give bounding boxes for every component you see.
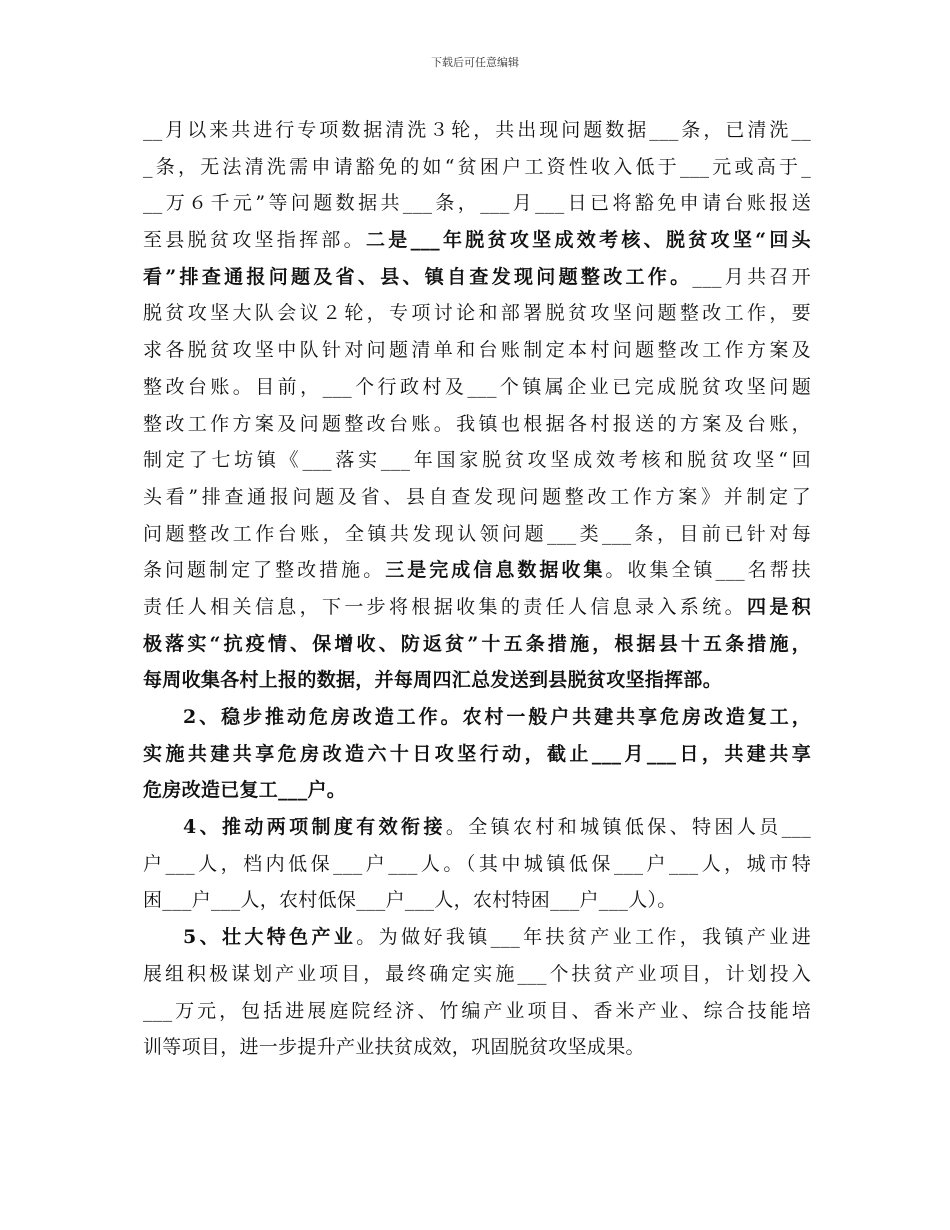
- text-line: [143, 369, 811, 406]
- text-segment: ___月共召开: [692, 265, 811, 288]
- text-line: [143, 406, 811, 443]
- text-segment: 头看”排查通报问题及省、县自查发现问题整改工作方案》并制定了: [143, 485, 811, 508]
- bold-text-segment: 三是完成信息数据收集: [385, 559, 606, 582]
- page-header: 下载后可任意编辑: [431, 56, 519, 69]
- document-body: [143, 112, 811, 1066]
- text-segment: 求各脱贫攻坚中队针对问题清单和台账制定本村问题整改工作方案及: [143, 339, 811, 362]
- text-line: [143, 846, 811, 883]
- text-line: [143, 332, 811, 369]
- text-segment: 至县脱贫攻坚指挥部。: [143, 229, 366, 252]
- text-line: [143, 222, 811, 259]
- text-line: [143, 993, 811, 1030]
- text-segment: 户___人，档内低保___户___人。（其中城镇低保___户___人，城市特: [143, 852, 811, 875]
- bold-text-segment: 5、壮大特色产业: [183, 926, 357, 949]
- text-segment: 展组积极谋划产业项目，最终确定实施___个扶贫产业项目，计划投入: [143, 962, 811, 985]
- text-line: [143, 479, 811, 516]
- text-line: [143, 772, 811, 809]
- bold-text-segment: 极落实“抗疫情、保增收、防返贫”十五条措施，根据县十五条措施，: [143, 632, 811, 655]
- text-line: [143, 149, 811, 186]
- text-segment: 整改工作方案及问题整改台账。我镇也根据各村报送的方案及台账，: [143, 412, 811, 435]
- text-segment: 脱贫攻坚大队会议２轮，专项讨论和部署脱贫攻坚问题整改工作，要: [143, 302, 811, 325]
- bold-text-segment: 二是___年脱贫攻坚成效考核、脱贫攻坚“回头: [365, 229, 811, 252]
- text-segment: __万６千元”等问题数据共___条，___月___日已将豁免申请台账报送: [143, 192, 811, 215]
- bold-text-segment: 危房改造已复工___户。: [143, 779, 347, 802]
- text-line: [143, 809, 811, 846]
- text-line: [143, 185, 811, 222]
- text-segment: 责任人相关信息，下一步将根据收集的责任人信息录入系统。: [143, 595, 747, 618]
- bold-text-segment: 实施共建共享危房改造六十日攻坚行动，截止___月___日，共建共享: [143, 742, 811, 765]
- text-segment: 。为做好我镇___年扶贫产业工作，我镇产业进: [356, 926, 811, 949]
- text-segment: 整改台账。目前，___个行政村及___个镇属企业已完成脱贫攻坚问题: [143, 375, 811, 398]
- text-segment: 制定了七坊镇《___落实___年国家脱贫攻坚成效考核和脱贫攻坚“回: [143, 449, 811, 472]
- text-line: [143, 956, 811, 993]
- text-line: [143, 699, 811, 736]
- text-line: [143, 259, 811, 296]
- text-segment: 。收集全镇___名帮扶: [605, 559, 811, 582]
- text-line: [143, 442, 811, 479]
- text-segment: _条，无法清洗需申请豁免的如“贫困户工资性收入低于___元或高于_: [143, 155, 811, 178]
- bold-text-segment: 2、稳步推动危房改造工作。农村一般户共建共享危房改造复工，: [183, 706, 811, 728]
- text-segment: 问题整改工作台账，全镇共发现认领问题___类___条，目前已针对每: [143, 522, 811, 545]
- text-line: [143, 516, 811, 553]
- text-line: [143, 1029, 811, 1066]
- text-line: [143, 736, 811, 773]
- text-segment: ___万元，包括进展庭院经济、竹编产业项目、香米产业、综合技能培: [143, 999, 811, 1022]
- text-line: [143, 626, 811, 663]
- text-segment: 训等项目，进一步提升产业扶贫成效，巩固脱贫攻坚成果。: [143, 1036, 645, 1059]
- text-line: [143, 882, 811, 919]
- text-line: [143, 112, 811, 149]
- text-line: [143, 919, 811, 956]
- text-segment: __月以来共进行专项数据清洗３轮，共出现问题数据___条，已清洗__: [143, 119, 811, 141]
- text-line: [143, 552, 811, 589]
- text-line: [143, 589, 811, 626]
- text-line: [143, 662, 811, 699]
- bold-text-segment: 四是积: [746, 595, 811, 618]
- text-segment: 困___户___人，农村低保___户___人，农村特困___户___人）。: [143, 889, 677, 912]
- bold-text-segment: 每周收集各村上报的数据，并每周四汇总发送到县脱贫攻坚指挥部。: [143, 669, 723, 692]
- text-segment: 条问题制定了整改措施。: [143, 559, 386, 582]
- bold-text-segment: 看”排查通报问题及省、县、镇自查发现问题整改工作。: [143, 265, 693, 288]
- text-line: [143, 295, 811, 332]
- text-segment: 。全镇农村和城镇低保、特困人员___: [445, 816, 811, 839]
- bold-text-segment: 4、推动两项制度有效衔接: [183, 816, 446, 839]
